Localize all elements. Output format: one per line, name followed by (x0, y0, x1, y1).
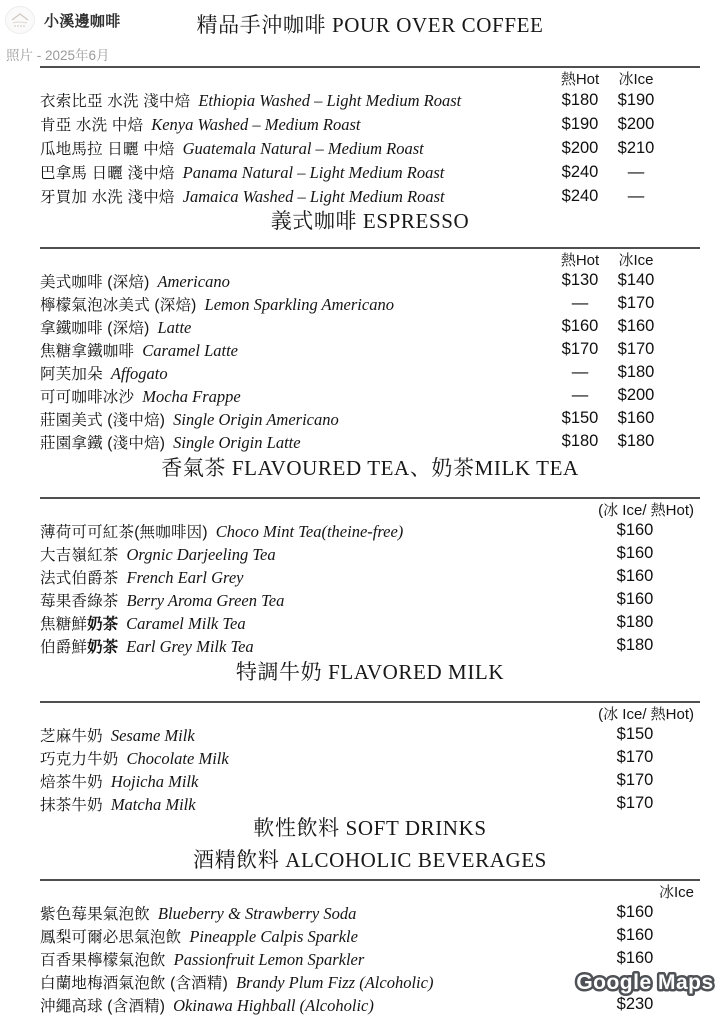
section-title: 義式咖啡 ESPRESSO (270, 209, 470, 233)
item-name-en: Okinawa Highball (Alcoholic) (173, 995, 374, 1015)
menu-section-tea (40, 455, 700, 657)
item-list (40, 723, 700, 815)
item-name-en: Americano (157, 271, 230, 291)
item-name-en: Blueberry & Strawberry Soda (157, 903, 357, 923)
item-name-en: Brandy Plum Fizz (Alcoholic) (235, 972, 434, 992)
menu-section-espresso (40, 208, 700, 453)
menu-item-row (40, 769, 700, 792)
price-hot: $180 (561, 90, 599, 109)
item-name-en: Single Origin Americano (173, 409, 339, 429)
item-name-zh: 美式咖啡 (深焙) (40, 273, 150, 291)
item-name-en: Sesame Milk (110, 725, 195, 745)
item-name (40, 408, 552, 430)
menu-item-row (40, 430, 700, 453)
price-header (40, 703, 700, 723)
item-name-en: Latte (157, 317, 192, 337)
item-name-zh: 紫色莓果氣泡飲 (40, 905, 150, 923)
item-name (40, 566, 570, 588)
item-name-zh: 大吉嶺紅茶 (40, 546, 119, 564)
price-hot: $150 (561, 409, 599, 427)
item-name (40, 770, 570, 792)
price: $180 (616, 613, 654, 631)
item-name-en: Choco Mint Tea(theine-free) (215, 521, 404, 541)
menu-item-row (40, 315, 700, 338)
item-name-zh: 百香果檸檬氣泡飲 (40, 951, 166, 969)
column-header-hot: 熱Hot (560, 70, 600, 88)
price: $230 (616, 995, 654, 1013)
price-hot: $130 (561, 271, 599, 289)
column-headers (40, 249, 700, 269)
price: $150 (616, 725, 654, 743)
item-name (40, 589, 570, 611)
menu-item-row (40, 361, 700, 384)
section-title: 香氣茶 FLAVOURED TEA、奶茶MILK TEA (161, 456, 579, 480)
price-hot: $200 (561, 138, 599, 157)
price-ice: — (627, 186, 645, 205)
item-name-en: Caramel Milk Tea (126, 613, 246, 633)
google-maps-watermark (566, 964, 724, 1005)
item-name-zh: 法式伯爵茶 (40, 569, 119, 587)
column-header-ice: 冰Ice (618, 251, 654, 269)
menu-item-row (40, 723, 700, 746)
item-name-zh: 拿鐵咖啡 (深焙) (40, 319, 150, 337)
price-header-label: 冰Ice (658, 883, 694, 901)
price-hot: $180 (561, 432, 599, 450)
price: $160 (616, 949, 654, 967)
item-name (40, 747, 570, 769)
price-header (40, 499, 700, 519)
item-name (40, 385, 552, 407)
item-name-en: Kenya Washed – Medium Roast (151, 115, 361, 134)
price: $160 (616, 544, 654, 562)
menu-item-row (40, 519, 700, 542)
price-ice: $210 (617, 138, 655, 157)
business-logo[interactable] (5, 6, 35, 34)
price-header-label: (冰 Ice/ 熱Hot) (598, 501, 694, 519)
item-name (40, 520, 570, 542)
price: $160 (616, 521, 654, 539)
item-name-en: Single Origin Latte (173, 432, 301, 452)
item-name (40, 724, 570, 746)
menu-item-row (40, 746, 700, 769)
item-name-zh: 芝麻牛奶 (40, 727, 103, 745)
price-ice: $170 (617, 340, 655, 358)
business-name[interactable]: 小溪邊咖啡 (44, 12, 121, 30)
item-name-en: Panama Natural – Light Medium Roast (182, 163, 445, 182)
menu-item-row (40, 136, 700, 160)
menu-item-row (40, 634, 700, 657)
column-headers (40, 68, 700, 88)
section-title: 特調牛奶 FLAVORED MILK (235, 660, 505, 684)
item-name-zh: 莊園拿鐵 (淺中焙) (40, 434, 166, 452)
item-name-en: Guatemala Natural – Medium Roast (182, 139, 424, 158)
price-ice: $170 (617, 294, 655, 312)
item-name (40, 543, 570, 565)
item-name-en: Lemon Sparkling Americano (204, 294, 394, 314)
menu-item-row (40, 184, 700, 208)
item-name (40, 316, 552, 338)
menu-item-row (40, 611, 700, 634)
price-hot: $190 (561, 114, 599, 133)
google-maps-watermark-text: Google Maps (576, 971, 714, 994)
menu-item-row (40, 160, 700, 184)
item-name-en: Pineapple Calpis Sparkle (189, 926, 358, 946)
menu-item-row (40, 292, 700, 315)
item-name-en: Passionfruit Lemon Sparkler (173, 949, 365, 969)
item-name-en: Affogato (110, 363, 168, 383)
item-name (40, 994, 570, 1016)
menu-item-row (40, 88, 700, 112)
item-name-zh: 抹茶牛奶 (40, 796, 103, 814)
price-hot: $170 (561, 340, 599, 358)
item-name-zh: 伯爵鮮 (40, 638, 88, 656)
item-name-zh: 瓜地馬拉 日曬 中焙 (40, 141, 175, 158)
item-name-zh: 阿芙加朵 (40, 365, 103, 383)
item-name-zh: 牙買加 水洗 淺中焙 (40, 189, 175, 206)
item-name (40, 948, 570, 970)
item-name-en: Matcha Milk (110, 794, 196, 814)
price: $160 (616, 903, 654, 921)
price: $170 (616, 771, 654, 789)
price: $160 (616, 567, 654, 585)
item-name-zh: 薄荷可可紅茶(無咖啡因) (40, 523, 208, 541)
price-ice: — (627, 162, 645, 181)
menu-item-row (40, 792, 700, 815)
menu-item-row (40, 407, 700, 430)
menu-item-row (40, 338, 700, 361)
item-list (40, 269, 700, 453)
price-hot: $160 (561, 317, 599, 335)
item-name-en: Ethiopia Washed – Light Medium Roast (198, 91, 462, 110)
item-name-zh: 沖繩高球 (含酒精) (40, 997, 166, 1015)
item-name (40, 612, 570, 634)
item-name-zh: 焙茶牛奶 (40, 773, 103, 791)
price-hot: $240 (561, 186, 599, 205)
item-list (40, 88, 700, 208)
menu-section-pour-over (40, 12, 700, 208)
item-name-en: Mocha Frappe (142, 386, 241, 406)
item-name (40, 270, 552, 292)
item-name-en: Hojicha Milk (110, 771, 199, 791)
price-hot: $240 (561, 162, 599, 181)
column-header-hot: 熱Hot (560, 251, 600, 269)
item-name-en: Orgnic Darjeeling Tea (126, 544, 276, 564)
price-ice: $140 (617, 271, 655, 289)
item-name (40, 431, 552, 453)
item-name (40, 925, 570, 947)
price-ice: $200 (617, 386, 655, 404)
item-name-zh: 可可咖啡冰沙 (40, 388, 135, 406)
price-hot: — (571, 363, 589, 381)
item-name (40, 161, 552, 183)
item-name-zh: 肯亞 水洗 中焙 (40, 117, 144, 134)
column-header-ice: 冰Ice (618, 70, 654, 88)
price-ice: $180 (617, 363, 655, 381)
item-name-en: Berry Aroma Green Tea (126, 590, 285, 610)
price: $160 (616, 590, 654, 608)
price: $170 (616, 794, 654, 812)
item-name (40, 362, 552, 384)
item-name (40, 902, 570, 924)
menu-item-row (40, 384, 700, 407)
item-name-zh: 巴拿馬 日曬 淺中焙 (40, 165, 175, 182)
price-header (40, 881, 700, 901)
menu-item-row (40, 542, 700, 565)
menu-section-milk (40, 659, 700, 815)
item-name (40, 293, 552, 315)
menu-item-row (40, 924, 700, 947)
section-title-2: 酒精飲料 ALCOHOLIC BEVERAGES (193, 848, 547, 872)
price-header-label: (冰 Ice/ 熱Hot) (598, 705, 694, 723)
menu-item-row (40, 269, 700, 292)
item-name (40, 635, 570, 657)
price: $180 (616, 636, 654, 654)
item-name-zh: 衣索比亞 水洗 淺中焙 (40, 93, 191, 110)
item-name-en: Caramel Latte (142, 340, 238, 360)
item-name-zh: 鳳梨可爾必思氣泡飲 (40, 928, 182, 946)
item-name-en: Chocolate Milk (126, 748, 229, 768)
cafe-logo-icon (8, 9, 32, 31)
section-title: 精品手沖咖啡 POUR OVER COFFEE (196, 13, 544, 37)
item-name (40, 971, 570, 993)
price-ice: $200 (617, 114, 655, 133)
photo-overlay-header (5, 6, 121, 64)
item-name-zh: 白蘭地梅酒氣泡飲 (含酒精) (40, 974, 228, 992)
price-hot: — (571, 386, 589, 404)
price-ice: $160 (617, 409, 655, 427)
price-ice: $190 (617, 90, 655, 109)
menu-item-row (40, 901, 700, 924)
item-name (40, 89, 552, 111)
price-hot: — (571, 294, 589, 312)
item-name-zh: 莊園美式 (淺中焙) (40, 411, 166, 429)
item-name-zh: 焦糖鮮 (40, 615, 88, 633)
item-list (40, 519, 700, 657)
price: $160 (616, 926, 654, 944)
item-name-en: French Earl Grey (126, 567, 244, 587)
item-name (40, 185, 552, 207)
item-name-zh-bold: 奶茶 (87, 638, 119, 656)
item-name (40, 339, 552, 361)
item-name (40, 793, 570, 815)
price-ice: $160 (617, 317, 655, 335)
item-name-zh-bold: 奶茶 (87, 615, 119, 633)
item-name-zh: 莓果香綠茶 (40, 592, 119, 610)
section-title: 軟性飲料 SOFT DRINKS (253, 816, 487, 840)
item-name-en: Earl Grey Milk Tea (126, 636, 254, 656)
item-name-zh: 巧克力牛奶 (40, 750, 119, 768)
price-ice: $180 (617, 432, 655, 450)
menu-item-row (40, 588, 700, 611)
item-name (40, 137, 552, 159)
item-name-zh: 檸檬氣泡冰美式 (深焙) (40, 296, 197, 314)
item-name-zh: 焦糖拿鐵咖啡 (40, 342, 135, 360)
menu-item-row (40, 112, 700, 136)
menu-item-row (40, 565, 700, 588)
item-name-en: Jamaica Washed – Light Medium Roast (182, 187, 445, 206)
item-name (40, 113, 552, 135)
price: $170 (616, 748, 654, 766)
photo-date-label: 照片 - 2025年6月 (6, 48, 110, 63)
